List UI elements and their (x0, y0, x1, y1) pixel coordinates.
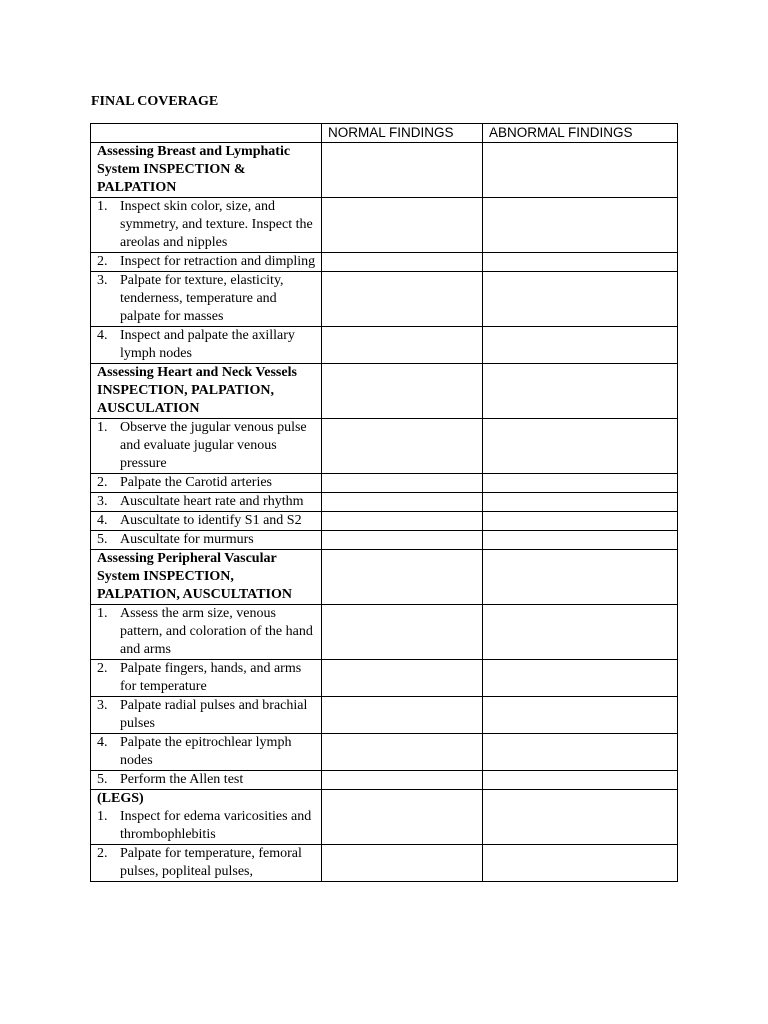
item-text: Inspect skin color, size, and symmetry, and texture. Inspect the areolas and nipples (120, 199, 313, 250)
abnormal-findings-cell[interactable] (483, 253, 678, 272)
section-heading: Assessing Breast and Lymphatic System INSPECTION & PALPATION (97, 144, 291, 195)
item-number: 1. (97, 199, 108, 214)
table-row (91, 327, 678, 364)
item-number: 2. (97, 475, 108, 490)
coverage-table (90, 123, 678, 882)
numbered-item (97, 660, 317, 696)
normal-findings-cell[interactable] (322, 771, 483, 790)
item-number: 4. (97, 513, 108, 528)
numbered-item (97, 808, 317, 844)
abnormal-findings-cell[interactable] (483, 143, 678, 198)
abnormal-findings-cell[interactable] (483, 771, 678, 790)
normal-findings-cell[interactable] (322, 697, 483, 734)
section-row (91, 143, 678, 198)
item-text: Inspect for edema varicosities and thrombophlebitis (120, 809, 312, 842)
numbered-item (97, 419, 317, 473)
numbered-item (97, 253, 317, 271)
normal-findings-cell[interactable] (322, 531, 483, 550)
item-text: Inspect and palpate the axillary lymph nodes (120, 328, 295, 361)
numbered-item (97, 272, 317, 326)
abnormal-findings-cell[interactable] (483, 845, 678, 882)
header-cell-item (91, 124, 322, 143)
normal-findings-cell[interactable] (322, 327, 483, 364)
abnormal-findings-cell[interactable] (483, 272, 678, 327)
item-text: Observe the jugular venous pulse and evaluate jugular venous pressure (120, 420, 307, 471)
abnormal-findings-cell[interactable] (483, 697, 678, 734)
criteria-cell (91, 697, 322, 734)
header-cell-abnormal-findings: ABNORMAL FINDINGS (483, 124, 678, 143)
abnormal-findings-cell[interactable] (483, 474, 678, 493)
table-row (91, 771, 678, 790)
table-row (91, 697, 678, 734)
item-number: 1. (97, 420, 108, 435)
numbered-item (97, 327, 317, 363)
numbered-item (97, 198, 317, 252)
criteria-cell (91, 734, 322, 771)
item-number: 4. (97, 735, 108, 750)
table-row (91, 253, 678, 272)
normal-findings-cell[interactable] (322, 550, 483, 605)
table-row (91, 790, 678, 845)
item-number: 2. (97, 661, 108, 676)
item-number: 3. (97, 494, 108, 509)
normal-findings-cell[interactable] (322, 605, 483, 660)
abnormal-findings-cell[interactable] (483, 327, 678, 364)
abnormal-findings-cell[interactable] (483, 531, 678, 550)
criteria-cell (91, 143, 322, 198)
normal-findings-cell[interactable] (322, 474, 483, 493)
normal-findings-cell[interactable] (322, 790, 483, 845)
criteria-cell (91, 419, 322, 474)
criteria-cell (91, 364, 322, 419)
item-number: 3. (97, 698, 108, 713)
section-row (91, 364, 678, 419)
section-heading: Assessing Peripheral Vascular System INSPECTION, PALPATION, AUSCULTATION (97, 551, 292, 602)
table-row (91, 845, 678, 882)
subsection-heading: (LEGS) (97, 791, 144, 806)
numbered-item (97, 845, 317, 881)
item-number: 5. (97, 532, 108, 547)
item-text: Auscultate for murmurs (120, 532, 254, 547)
criteria-cell (91, 474, 322, 493)
document-title: FINAL COVERAGE (91, 94, 219, 109)
numbered-item (97, 531, 317, 549)
abnormal-findings-cell[interactable] (483, 198, 678, 253)
table-row (91, 419, 678, 474)
criteria-cell (91, 253, 322, 272)
header-cell-normal-findings: NORMAL FINDINGS (322, 124, 483, 143)
item-number: 5. (97, 772, 108, 787)
item-text: Perform the Allen test (120, 772, 244, 787)
numbered-item (97, 493, 317, 511)
table-row (91, 474, 678, 493)
item-number: 2. (97, 846, 108, 861)
numbered-item (97, 512, 317, 530)
abnormal-findings-cell[interactable] (483, 605, 678, 660)
item-number: 4. (97, 328, 108, 343)
table-row (91, 734, 678, 771)
abnormal-findings-cell[interactable] (483, 419, 678, 474)
criteria-cell (91, 845, 322, 882)
criteria-cell (91, 790, 322, 845)
section-row (91, 550, 678, 605)
normal-findings-cell[interactable] (322, 364, 483, 419)
table-row (91, 512, 678, 531)
item-text: Palpate the epitrochlear lymph nodes (120, 735, 292, 768)
item-text: Palpate the Carotid arteries (120, 475, 272, 490)
table-row (91, 493, 678, 512)
item-text: Palpate fingers, hands, and arms for temperature (120, 661, 302, 694)
item-text: Auscultate heart rate and rhythm (120, 494, 304, 509)
item-number: 3. (97, 273, 108, 288)
abnormal-findings-cell[interactable] (483, 660, 678, 697)
numbered-item (97, 771, 317, 789)
table-row (91, 660, 678, 697)
item-number: 2. (97, 254, 108, 269)
criteria-cell (91, 660, 322, 697)
criteria-cell (91, 327, 322, 364)
numbered-item (97, 474, 317, 492)
item-text: Assess the arm size, venous pattern, and coloration of the hand and arms (120, 606, 313, 657)
criteria-cell (91, 198, 322, 253)
normal-findings-cell[interactable] (322, 419, 483, 474)
criteria-cell (91, 605, 322, 660)
header-row (91, 124, 678, 143)
table-row (91, 531, 678, 550)
criteria-cell (91, 771, 322, 790)
table-row (91, 198, 678, 253)
abnormal-findings-cell[interactable] (483, 364, 678, 419)
item-number: 1. (97, 809, 108, 824)
table-row (91, 272, 678, 327)
normal-findings-cell[interactable] (322, 198, 483, 253)
criteria-cell (91, 550, 322, 605)
abnormal-findings-cell[interactable] (483, 790, 678, 845)
abnormal-findings-cell[interactable] (483, 493, 678, 512)
item-text: Palpate for temperature, femoral pulses, popliteal pulses, (120, 846, 302, 879)
criteria-cell (91, 531, 322, 550)
normal-findings-cell[interactable] (322, 660, 483, 697)
normal-findings-cell[interactable] (322, 493, 483, 512)
item-text: Inspect for retraction and dimpling (120, 254, 316, 269)
table-row (91, 605, 678, 660)
item-text: Auscultate to identify S1 and S2 (120, 513, 302, 528)
numbered-item (97, 605, 317, 659)
normal-findings-cell[interactable] (322, 734, 483, 771)
criteria-cell (91, 512, 322, 531)
item-number: 1. (97, 606, 108, 621)
item-text: Palpate radial pulses and brachial pulses (120, 698, 308, 731)
numbered-item (97, 697, 317, 733)
abnormal-findings-cell[interactable] (483, 512, 678, 531)
normal-findings-cell[interactable] (322, 512, 483, 531)
criteria-cell (91, 493, 322, 512)
criteria-cell (91, 272, 322, 327)
item-text: Palpate for texture, elasticity, tenderness, temperature and palpate for masses (120, 273, 284, 324)
abnormal-findings-cell[interactable] (483, 550, 678, 605)
normal-findings-cell[interactable] (322, 845, 483, 882)
normal-findings-cell[interactable] (322, 272, 483, 327)
abnormal-findings-cell[interactable] (483, 734, 678, 771)
normal-findings-cell[interactable] (322, 143, 483, 198)
normal-findings-cell[interactable] (322, 253, 483, 272)
section-heading: Assessing Heart and Neck Vessels INSPECTION, PALPATION, AUSCULATION (97, 365, 297, 416)
numbered-item (97, 734, 317, 770)
